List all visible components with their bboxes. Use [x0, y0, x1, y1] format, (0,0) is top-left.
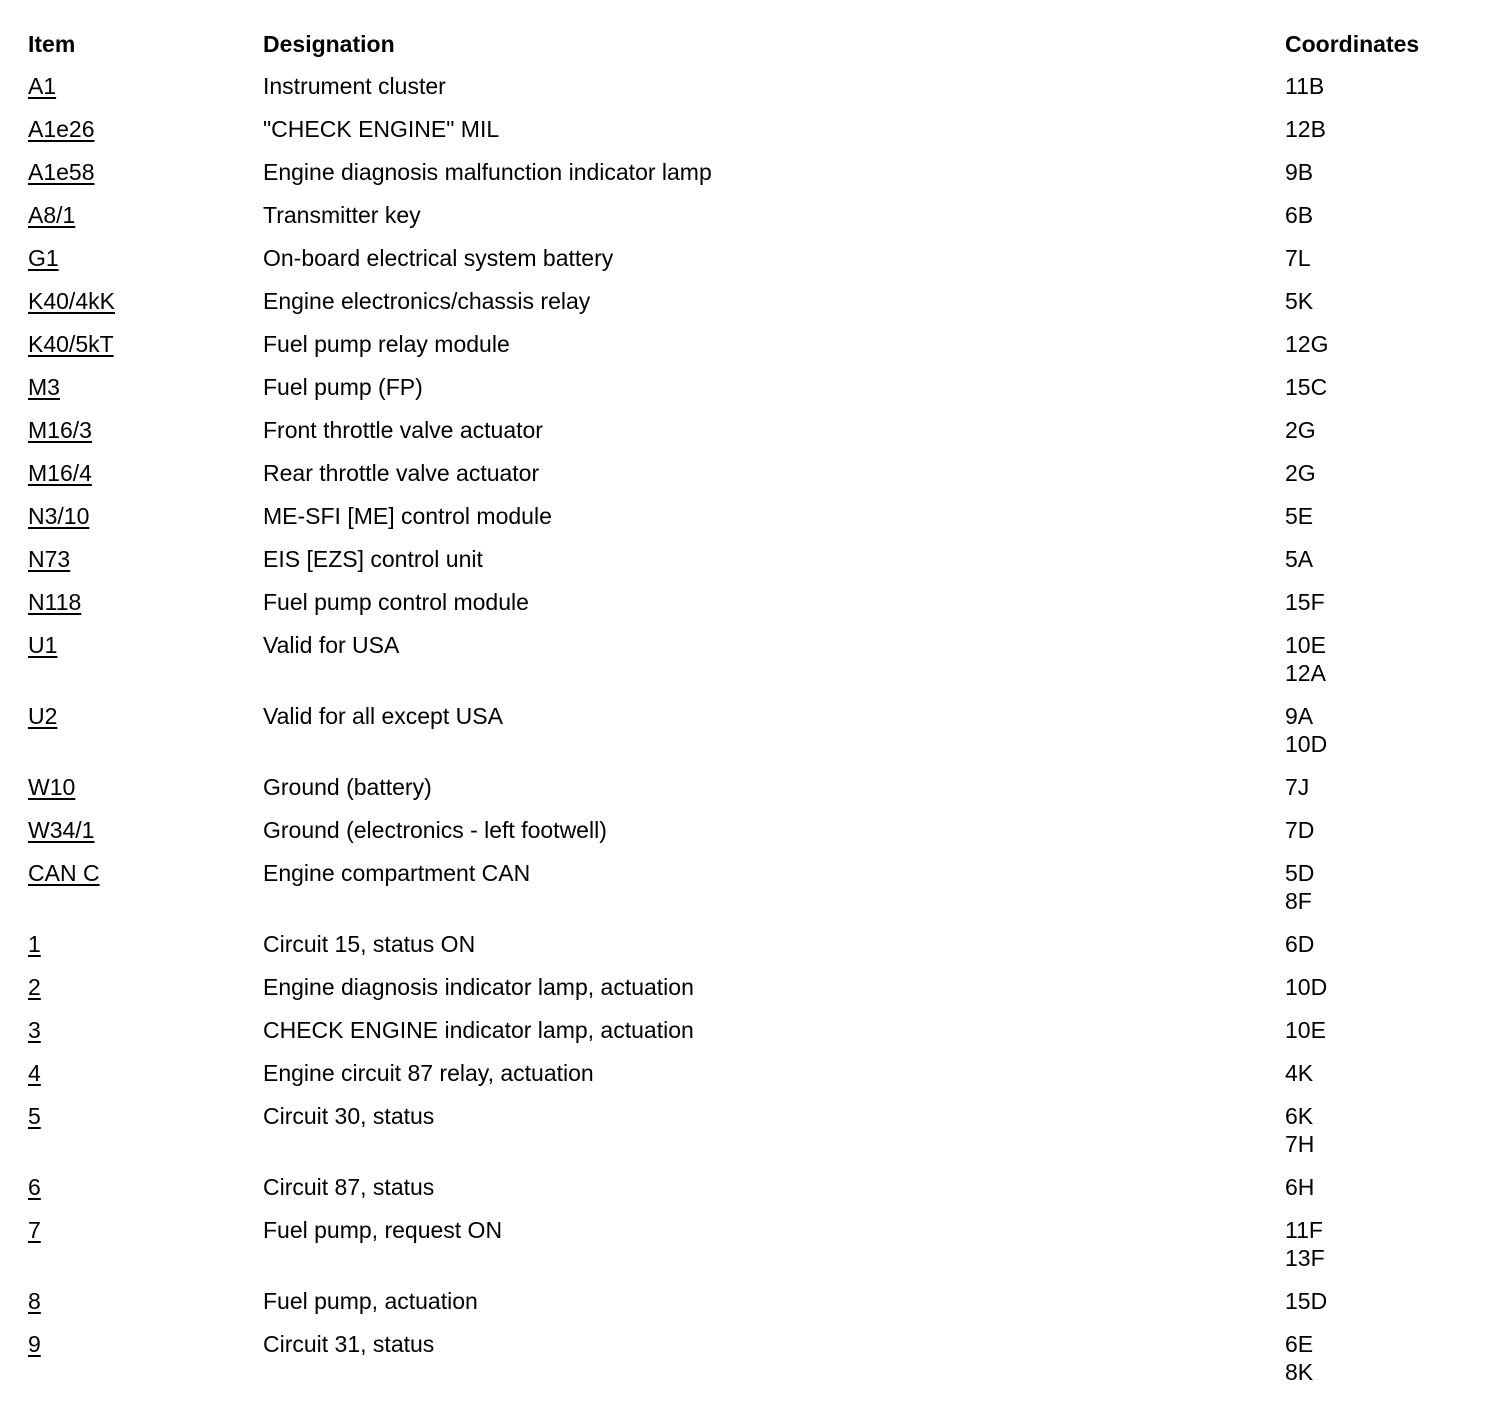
coordinate-value: 10E [1285, 1017, 1326, 1043]
item-link[interactable]: N73 [28, 546, 71, 572]
item-link[interactable]: M3 [28, 374, 60, 400]
item-link[interactable]: A1 [28, 73, 57, 99]
table-row [0, 930, 1504, 973]
coordinate-value: 2G [1285, 460, 1316, 486]
header-designation: Designation [263, 31, 395, 57]
coordinate-value: 13F [1285, 1245, 1325, 1271]
table-row [0, 1102, 1504, 1173]
designation-text: Valid for all except USA [263, 703, 503, 729]
item-link[interactable]: N3/10 [28, 503, 90, 529]
coordinate-value: 9B [1285, 159, 1314, 185]
coordinates-cell [1285, 502, 1313, 530]
table-row [0, 816, 1504, 859]
coordinate-value: 7J [1285, 774, 1310, 800]
designation-text: ME-SFI [ME] control module [263, 503, 552, 529]
table-row [0, 502, 1504, 545]
coordinate-value: 11F [1285, 1217, 1323, 1243]
designation-text: Circuit 87, status [263, 1174, 435, 1200]
item-link[interactable]: 7 [28, 1217, 41, 1243]
table-row [0, 1287, 1504, 1330]
designation-text: Circuit 30, status [263, 1103, 435, 1129]
coordinate-value: 7H [1285, 1131, 1315, 1157]
coordinate-value: 9A [1285, 703, 1314, 729]
coordinates-cell [1285, 702, 1327, 758]
item-link[interactable]: CAN C [28, 860, 100, 886]
table-header [0, 30, 1504, 72]
coordinate-value: 6B [1285, 202, 1314, 228]
coordinates-cell [1285, 1102, 1314, 1158]
coordinates-cell [1285, 859, 1314, 915]
header-coordinates: Coordinates [1285, 31, 1420, 57]
table-row [0, 631, 1504, 702]
item-link[interactable]: A1e58 [28, 159, 95, 185]
table-row [0, 1330, 1504, 1401]
coordinates-cell [1285, 287, 1313, 315]
coordinates-cell [1285, 201, 1313, 229]
table-row [0, 545, 1504, 588]
coordinates-cell [1285, 588, 1325, 616]
item-link[interactable]: M16/4 [28, 460, 92, 486]
item-link[interactable]: 1 [28, 931, 41, 957]
designation-text: Engine diagnosis malfunction indicator lamp [263, 159, 712, 185]
table-row [0, 330, 1504, 373]
item-link[interactable]: A8/1 [28, 202, 76, 228]
table-row [0, 1059, 1504, 1102]
designation-text: Circuit 15, status ON [263, 931, 476, 957]
designation-text: Front throttle valve actuator [263, 417, 543, 443]
coordinates-cell [1285, 244, 1311, 272]
coordinate-value: 10D [1285, 731, 1328, 757]
table-row [0, 416, 1504, 459]
item-link[interactable]: W10 [28, 774, 76, 800]
coordinates-cell [1285, 1216, 1325, 1272]
table-row [0, 1216, 1504, 1287]
designation-text: CHECK ENGINE indicator lamp, actuation [263, 1017, 694, 1043]
designation-text: "CHECK ENGINE" MIL [263, 116, 500, 142]
designation-text: Fuel pump relay module [263, 331, 510, 357]
designation-text: Engine compartment CAN [263, 860, 531, 886]
coordinates-cell [1285, 115, 1326, 143]
coordinate-value: 6H [1285, 1174, 1315, 1200]
designation-text: Engine circuit 87 relay, actuation [263, 1060, 594, 1086]
coordinates-cell [1285, 545, 1313, 573]
table-row [0, 973, 1504, 1016]
coordinate-value: 7L [1285, 245, 1311, 271]
designation-text: Rear throttle valve actuator [263, 460, 540, 486]
designation-text: Ground (battery) [263, 774, 432, 800]
table-row [0, 1173, 1504, 1216]
coordinates-cell [1285, 72, 1324, 100]
table-row [0, 1016, 1504, 1059]
coordinates-cell [1285, 416, 1316, 444]
item-link[interactable]: 9 [28, 1331, 41, 1357]
coordinates-cell [1285, 373, 1327, 401]
table-row [0, 158, 1504, 201]
designation-text: Circuit 31, status [263, 1331, 435, 1357]
designation-text: Ground (electronics - left footwell) [263, 817, 607, 843]
table-row [0, 201, 1504, 244]
coordinate-value: 11B [1285, 73, 1325, 99]
item-link[interactable]: 5 [28, 1103, 41, 1129]
coordinates-cell [1285, 1287, 1327, 1315]
coordinates-cell [1285, 631, 1326, 687]
coordinate-value: 7D [1285, 817, 1315, 843]
coordinates-cell [1285, 1173, 1314, 1201]
coordinates-cell [1285, 1330, 1313, 1386]
designation-text: Engine diagnosis indicator lamp, actuation [263, 974, 694, 1000]
coordinate-value: 15C [1285, 374, 1328, 400]
coordinate-value: 12A [1285, 660, 1326, 686]
designation-text: Instrument cluster [263, 73, 446, 99]
coordinate-value: 4K [1285, 1060, 1314, 1086]
coordinate-value: 2G [1285, 417, 1316, 443]
coordinate-value: 10D [1285, 974, 1328, 1000]
designation-text: EIS [EZS] control unit [263, 546, 483, 572]
coordinate-value: 6E [1285, 1331, 1314, 1357]
coordinate-value: 5D [1285, 860, 1315, 886]
coordinates-cell [1285, 973, 1327, 1001]
coordinate-value: 6D [1285, 931, 1315, 957]
coordinates-cell [1285, 773, 1309, 801]
table-row [0, 115, 1504, 158]
coordinate-value: 12B [1285, 116, 1326, 142]
table-row [0, 244, 1504, 287]
coordinate-value: 5A [1285, 546, 1314, 572]
table-row [0, 459, 1504, 502]
coordinate-value: 8F [1285, 888, 1312, 914]
coordinate-value: 8K [1285, 1359, 1314, 1385]
item-link[interactable]: 8 [28, 1288, 41, 1314]
coordinates-cell [1285, 1059, 1313, 1087]
item-link[interactable]: K40/4kK [28, 288, 115, 314]
table-row [0, 702, 1504, 773]
table-row [0, 287, 1504, 330]
coordinate-value: 10E [1285, 632, 1326, 658]
coordinates-cell [1285, 330, 1328, 358]
coordinate-value: 5E [1285, 503, 1314, 529]
designation-text: Transmitter key [263, 202, 421, 228]
designation-text: Fuel pump (FP) [263, 374, 423, 400]
table-row [0, 373, 1504, 416]
table-row [0, 773, 1504, 816]
item-link[interactable]: U2 [28, 703, 58, 729]
item-link[interactable]: U1 [28, 632, 58, 658]
designation-text: On-board electrical system battery [263, 245, 614, 271]
coordinates-cell [1285, 459, 1316, 487]
designation-text: Engine electronics/chassis relay [263, 288, 591, 314]
designation-text: Valid for USA [263, 632, 400, 658]
coordinates-cell [1285, 816, 1314, 844]
item-link[interactable]: N118 [28, 589, 82, 615]
legend-table [0, 30, 1504, 1401]
designation-text: Fuel pump, actuation [263, 1288, 478, 1314]
coordinate-value: 12G [1285, 331, 1329, 357]
table-row [0, 859, 1504, 930]
coordinates-cell [1285, 930, 1314, 958]
table-row [0, 72, 1504, 115]
item-link[interactable]: 2 [28, 974, 41, 1000]
coordinates-cell [1285, 158, 1313, 186]
item-link[interactable]: G1 [28, 245, 59, 271]
header-item: Item [28, 31, 76, 57]
item-link[interactable]: 6 [28, 1174, 41, 1200]
designation-text: Fuel pump control module [263, 589, 529, 615]
table-body [0, 72, 1504, 1401]
item-link[interactable]: 4 [28, 1060, 41, 1086]
item-link[interactable]: W34/1 [28, 817, 95, 843]
coordinate-value: 15F [1285, 589, 1325, 615]
item-link[interactable]: M16/3 [28, 417, 92, 443]
coordinate-value: 15D [1285, 1288, 1328, 1314]
coordinates-cell [1285, 1016, 1326, 1044]
designation-text: Fuel pump, request ON [263, 1217, 503, 1243]
coordinate-value: 6K [1285, 1103, 1314, 1129]
item-link[interactable]: 3 [28, 1017, 41, 1043]
coordinate-value: 5K [1285, 288, 1314, 314]
item-link[interactable]: A1e26 [28, 116, 95, 142]
table-row [0, 588, 1504, 631]
item-link[interactable]: K40/5kT [28, 331, 114, 357]
